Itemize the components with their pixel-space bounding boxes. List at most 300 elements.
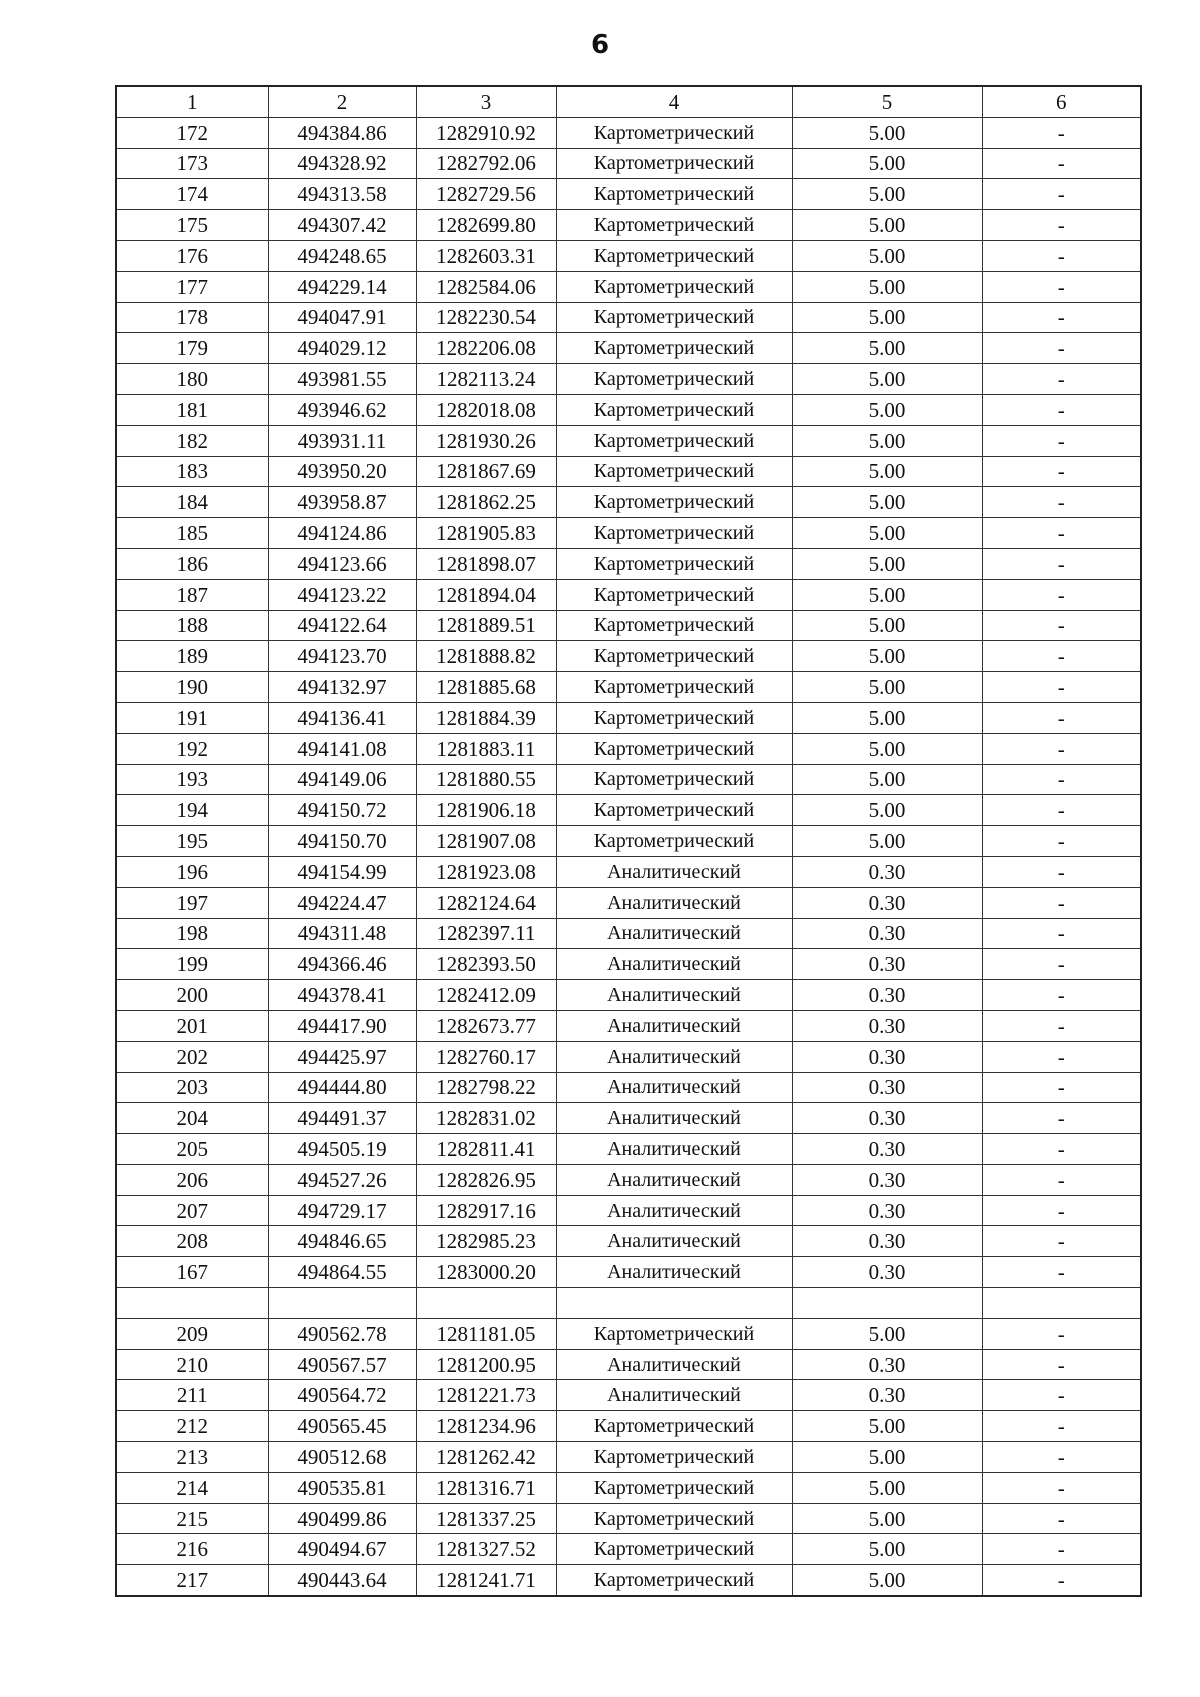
method-cell: Аналитический <box>556 1103 792 1134</box>
point-number-cell: 194 <box>116 795 268 826</box>
point-number-cell: 197 <box>116 887 268 918</box>
point-number-cell: 178 <box>116 302 268 333</box>
y-coordinate-cell: 1282729.56 <box>416 179 556 210</box>
table-row <box>116 456 1141 487</box>
method-cell: Картометрический <box>556 1503 792 1534</box>
table-row <box>116 1534 1141 1565</box>
accuracy-cell: 5.00 <box>792 641 982 672</box>
x-coordinate-cell: 494313.58 <box>268 179 416 210</box>
page-number: 6 <box>590 30 610 60</box>
x-coordinate-cell: 494047.91 <box>268 302 416 333</box>
x-coordinate-cell: 493946.62 <box>268 394 416 425</box>
method-cell: Аналитический <box>556 1072 792 1103</box>
column-header-4: 4 <box>556 86 792 117</box>
note-cell: - <box>982 148 1141 179</box>
point-number-cell: 189 <box>116 641 268 672</box>
x-coordinate-cell: 490499.86 <box>268 1503 416 1534</box>
method-cell: Картометрический <box>556 117 792 148</box>
table-row <box>116 887 1141 918</box>
y-coordinate-cell: 1281316.71 <box>416 1472 556 1503</box>
accuracy-cell: 0.30 <box>792 1195 982 1226</box>
method-cell: Аналитический <box>556 1195 792 1226</box>
method-cell: Картометрический <box>556 364 792 395</box>
x-coordinate-cell: 493958.87 <box>268 487 416 518</box>
accuracy-cell: 0.30 <box>792 1380 982 1411</box>
y-coordinate-cell: 1282673.77 <box>416 1010 556 1041</box>
note-cell: - <box>982 1318 1141 1349</box>
x-coordinate-cell: 494505.19 <box>268 1134 416 1165</box>
method-cell: Картометрический <box>556 456 792 487</box>
point-number-cell: 216 <box>116 1534 268 1565</box>
y-coordinate-cell: 1281884.39 <box>416 702 556 733</box>
x-coordinate-cell: 490564.72 <box>268 1380 416 1411</box>
y-coordinate-cell: 1282584.06 <box>416 271 556 302</box>
x-coordinate-cell: 493931.11 <box>268 425 416 456</box>
x-coordinate-cell: 494123.66 <box>268 548 416 579</box>
coordinates-table <box>115 85 1142 1597</box>
point-number-cell: 204 <box>116 1103 268 1134</box>
method-cell: Аналитический <box>556 1349 792 1380</box>
column-header-2: 2 <box>268 86 416 117</box>
method-cell: Картометрический <box>556 333 792 364</box>
x-coordinate-cell: 494417.90 <box>268 1010 416 1041</box>
point-number-cell: 208 <box>116 1226 268 1257</box>
y-coordinate-cell: 1282397.11 <box>416 918 556 949</box>
method-cell: Картометрический <box>556 733 792 764</box>
method-cell: Аналитический <box>556 1010 792 1041</box>
accuracy-cell: 0.30 <box>792 1010 982 1041</box>
point-number-cell: 175 <box>116 210 268 241</box>
accuracy-cell: 5.00 <box>792 826 982 857</box>
point-number-cell: 217 <box>116 1565 268 1596</box>
y-coordinate-cell: 1282113.24 <box>416 364 556 395</box>
note-cell <box>982 1288 1141 1319</box>
y-coordinate-cell: 1281262.42 <box>416 1442 556 1473</box>
table-row <box>116 1442 1141 1473</box>
table-row <box>116 980 1141 1011</box>
point-number-cell: 183 <box>116 456 268 487</box>
accuracy-cell: 5.00 <box>792 179 982 210</box>
y-coordinate-cell: 1282831.02 <box>416 1103 556 1134</box>
accuracy-cell: 5.00 <box>792 1472 982 1503</box>
y-coordinate-cell: 1281862.25 <box>416 487 556 518</box>
accuracy-cell: 5.00 <box>792 456 982 487</box>
table-row <box>116 826 1141 857</box>
accuracy-cell: 5.00 <box>792 1565 982 1596</box>
accuracy-cell: 0.30 <box>792 1134 982 1165</box>
table-row <box>116 1349 1141 1380</box>
note-cell: - <box>982 918 1141 949</box>
accuracy-cell: 5.00 <box>792 210 982 241</box>
x-coordinate-cell: 490567.57 <box>268 1349 416 1380</box>
y-coordinate-cell: 1282393.50 <box>416 949 556 980</box>
method-cell: Картометрический <box>556 795 792 826</box>
y-coordinate-cell: 1283000.20 <box>416 1257 556 1288</box>
table-row <box>116 518 1141 549</box>
method-cell: Аналитический <box>556 1380 792 1411</box>
table-row <box>116 733 1141 764</box>
accuracy-cell: 5.00 <box>792 271 982 302</box>
method-cell: Аналитический <box>556 980 792 1011</box>
table-row <box>116 1010 1141 1041</box>
y-coordinate-cell: 1281200.95 <box>416 1349 556 1380</box>
method-cell: Картометрический <box>556 302 792 333</box>
accuracy-cell: 0.30 <box>792 1257 982 1288</box>
table-row <box>116 1134 1141 1165</box>
table-row <box>116 1318 1141 1349</box>
table-row <box>116 1041 1141 1072</box>
table-body <box>116 117 1141 1596</box>
note-cell: - <box>982 1134 1141 1165</box>
point-number-cell: 201 <box>116 1010 268 1041</box>
method-cell: Картометрический <box>556 579 792 610</box>
accuracy-cell: 0.30 <box>792 949 982 980</box>
table-row <box>116 1257 1141 1288</box>
x-coordinate-cell: 494864.55 <box>268 1257 416 1288</box>
point-number-cell: 180 <box>116 364 268 395</box>
y-coordinate-cell: 1281327.52 <box>416 1534 556 1565</box>
x-coordinate-cell: 490443.64 <box>268 1565 416 1596</box>
y-coordinate-cell: 1282917.16 <box>416 1195 556 1226</box>
method-cell: Картометрический <box>556 1411 792 1442</box>
note-cell: - <box>982 1380 1141 1411</box>
x-coordinate-cell: 494491.37 <box>268 1103 416 1134</box>
note-cell: - <box>982 271 1141 302</box>
method-cell: Картометрический <box>556 1565 792 1596</box>
method-cell: Картометрический <box>556 518 792 549</box>
accuracy-cell: 5.00 <box>792 148 982 179</box>
point-number-cell: 184 <box>116 487 268 518</box>
note-cell: - <box>982 949 1141 980</box>
note-cell: - <box>982 826 1141 857</box>
note-cell: - <box>982 364 1141 395</box>
y-coordinate-cell: 1282811.41 <box>416 1134 556 1165</box>
table-row <box>116 148 1141 179</box>
point-number-cell: 172 <box>116 117 268 148</box>
table-row <box>116 641 1141 672</box>
y-coordinate-cell: 1282230.54 <box>416 302 556 333</box>
accuracy-cell: 5.00 <box>792 333 982 364</box>
table-row <box>116 487 1141 518</box>
accuracy-cell: 5.00 <box>792 240 982 271</box>
method-cell: Аналитический <box>556 1226 792 1257</box>
point-number-cell: 200 <box>116 980 268 1011</box>
y-coordinate-cell: 1281906.18 <box>416 795 556 826</box>
note-cell: - <box>982 179 1141 210</box>
table-row <box>116 949 1141 980</box>
table-row <box>116 579 1141 610</box>
point-number-cell: 188 <box>116 610 268 641</box>
note-cell: - <box>982 764 1141 795</box>
x-coordinate-cell: 494229.14 <box>268 271 416 302</box>
accuracy-cell: 0.30 <box>792 980 982 1011</box>
y-coordinate-cell: 1281181.05 <box>416 1318 556 1349</box>
note-cell: - <box>982 1226 1141 1257</box>
accuracy-cell: 0.30 <box>792 1041 982 1072</box>
accuracy-cell: 0.30 <box>792 887 982 918</box>
y-coordinate-cell: 1281923.08 <box>416 856 556 887</box>
y-coordinate-cell: 1281883.11 <box>416 733 556 764</box>
point-number-cell: 195 <box>116 826 268 857</box>
x-coordinate-cell: 494307.42 <box>268 210 416 241</box>
x-coordinate-cell: 494123.22 <box>268 579 416 610</box>
table-row <box>116 1072 1141 1103</box>
accuracy-cell: 5.00 <box>792 764 982 795</box>
point-number-cell: 211 <box>116 1380 268 1411</box>
table-row <box>116 1411 1141 1442</box>
method-cell: Картометрический <box>556 394 792 425</box>
note-cell: - <box>982 672 1141 703</box>
y-coordinate-cell: 1281885.68 <box>416 672 556 703</box>
point-number-cell: 203 <box>116 1072 268 1103</box>
table-row <box>116 764 1141 795</box>
y-coordinate-cell: 1281241.71 <box>416 1565 556 1596</box>
x-coordinate-cell: 494029.12 <box>268 333 416 364</box>
table-row <box>116 918 1141 949</box>
note-cell: - <box>982 702 1141 733</box>
method-cell: Картометрический <box>556 826 792 857</box>
method-cell: Картометрический <box>556 764 792 795</box>
table-row <box>116 1503 1141 1534</box>
method-cell: Аналитический <box>556 1164 792 1195</box>
accuracy-cell: 5.00 <box>792 394 982 425</box>
note-cell: - <box>982 1534 1141 1565</box>
note-cell: - <box>982 795 1141 826</box>
accuracy-cell: 5.00 <box>792 610 982 641</box>
point-number-cell <box>116 1288 268 1319</box>
y-coordinate-cell: 1282124.64 <box>416 887 556 918</box>
x-coordinate-cell: 494425.97 <box>268 1041 416 1072</box>
accuracy-cell: 5.00 <box>792 795 982 826</box>
table-row <box>116 1380 1141 1411</box>
table-row <box>116 302 1141 333</box>
table-row <box>116 856 1141 887</box>
method-cell: Аналитический <box>556 949 792 980</box>
point-number-cell: 206 <box>116 1164 268 1195</box>
x-coordinate-cell: 494124.86 <box>268 518 416 549</box>
point-number-cell: 179 <box>116 333 268 364</box>
y-coordinate-cell <box>416 1288 556 1319</box>
point-number-cell: 181 <box>116 394 268 425</box>
method-cell: Картометрический <box>556 210 792 241</box>
accuracy-cell: 5.00 <box>792 1411 982 1442</box>
note-cell: - <box>982 456 1141 487</box>
x-coordinate-cell: 494527.26 <box>268 1164 416 1195</box>
y-coordinate-cell: 1281905.83 <box>416 518 556 549</box>
y-coordinate-cell: 1281898.07 <box>416 548 556 579</box>
column-header-3: 3 <box>416 86 556 117</box>
accuracy-cell: 0.30 <box>792 918 982 949</box>
x-coordinate-cell: 490494.67 <box>268 1534 416 1565</box>
x-coordinate-cell: 490512.68 <box>268 1442 416 1473</box>
accuracy-cell: 0.30 <box>792 856 982 887</box>
point-number-cell: 198 <box>116 918 268 949</box>
x-coordinate-cell <box>268 1288 416 1319</box>
table-row <box>116 610 1141 641</box>
column-header-6: 6 <box>982 86 1141 117</box>
y-coordinate-cell: 1281867.69 <box>416 456 556 487</box>
x-coordinate-cell: 494378.41 <box>268 980 416 1011</box>
note-cell: - <box>982 610 1141 641</box>
table-row <box>116 425 1141 456</box>
point-number-cell: 174 <box>116 179 268 210</box>
y-coordinate-cell: 1281930.26 <box>416 425 556 456</box>
accuracy-cell: 0.30 <box>792 1072 982 1103</box>
y-coordinate-cell: 1281880.55 <box>416 764 556 795</box>
point-number-cell: 191 <box>116 702 268 733</box>
note-cell: - <box>982 425 1141 456</box>
note-cell: - <box>982 856 1141 887</box>
y-coordinate-cell: 1282206.08 <box>416 333 556 364</box>
point-number-cell: 177 <box>116 271 268 302</box>
method-cell: Картометрический <box>556 672 792 703</box>
point-number-cell: 193 <box>116 764 268 795</box>
point-number-cell: 192 <box>116 733 268 764</box>
note-cell: - <box>982 487 1141 518</box>
accuracy-cell: 5.00 <box>792 518 982 549</box>
accuracy-cell: 5.00 <box>792 548 982 579</box>
x-coordinate-cell: 494122.64 <box>268 610 416 641</box>
note-cell: - <box>982 333 1141 364</box>
table-row <box>116 271 1141 302</box>
method-cell: Картометрический <box>556 179 792 210</box>
accuracy-cell: 5.00 <box>792 733 982 764</box>
x-coordinate-cell: 493950.20 <box>268 456 416 487</box>
accuracy-cell: 5.00 <box>792 1318 982 1349</box>
table-row <box>116 795 1141 826</box>
point-number-cell: 182 <box>116 425 268 456</box>
point-number-cell: 209 <box>116 1318 268 1349</box>
x-coordinate-cell: 494150.70 <box>268 826 416 857</box>
accuracy-cell <box>792 1288 982 1319</box>
method-cell: Аналитический <box>556 1134 792 1165</box>
x-coordinate-cell: 490535.81 <box>268 1472 416 1503</box>
accuracy-cell: 5.00 <box>792 302 982 333</box>
point-number-cell: 212 <box>116 1411 268 1442</box>
x-coordinate-cell: 494729.17 <box>268 1195 416 1226</box>
note-cell: - <box>982 641 1141 672</box>
method-cell: Аналитический <box>556 856 792 887</box>
point-number-cell: 207 <box>116 1195 268 1226</box>
table-row <box>116 548 1141 579</box>
x-coordinate-cell: 494154.99 <box>268 856 416 887</box>
note-cell: - <box>982 887 1141 918</box>
table-row <box>116 364 1141 395</box>
table-row <box>116 117 1141 148</box>
note-cell: - <box>982 1565 1141 1596</box>
accuracy-cell: 5.00 <box>792 579 982 610</box>
note-cell: - <box>982 1164 1141 1195</box>
accuracy-cell: 5.00 <box>792 1503 982 1534</box>
note-cell: - <box>982 1411 1141 1442</box>
method-cell: Картометрический <box>556 1442 792 1473</box>
x-coordinate-cell: 494150.72 <box>268 795 416 826</box>
table-row <box>116 210 1141 241</box>
accuracy-cell: 0.30 <box>792 1103 982 1134</box>
method-cell: Аналитический <box>556 1257 792 1288</box>
point-number-cell: 190 <box>116 672 268 703</box>
accuracy-cell: 0.30 <box>792 1349 982 1380</box>
note-cell: - <box>982 1041 1141 1072</box>
accuracy-cell: 5.00 <box>792 364 982 395</box>
note-cell: - <box>982 733 1141 764</box>
x-coordinate-cell: 494384.86 <box>268 117 416 148</box>
point-number-cell: 215 <box>116 1503 268 1534</box>
table-row <box>116 179 1141 210</box>
column-header-1: 1 <box>116 86 268 117</box>
table-row <box>116 333 1141 364</box>
method-cell: Аналитический <box>556 1041 792 1072</box>
accuracy-cell: 5.00 <box>792 1534 982 1565</box>
note-cell: - <box>982 548 1141 579</box>
method-cell: Картометрический <box>556 487 792 518</box>
method-cell: Картометрический <box>556 610 792 641</box>
x-coordinate-cell: 494149.06 <box>268 764 416 795</box>
x-coordinate-cell: 490565.45 <box>268 1411 416 1442</box>
point-number-cell: 210 <box>116 1349 268 1380</box>
note-cell: - <box>982 117 1141 148</box>
note-cell: - <box>982 302 1141 333</box>
accuracy-cell: 5.00 <box>792 702 982 733</box>
note-cell: - <box>982 980 1141 1011</box>
y-coordinate-cell: 1281234.96 <box>416 1411 556 1442</box>
y-coordinate-cell: 1281894.04 <box>416 579 556 610</box>
method-cell: Аналитический <box>556 918 792 949</box>
method-cell: Картометрический <box>556 1534 792 1565</box>
point-number-cell: 186 <box>116 548 268 579</box>
x-coordinate-cell: 494224.47 <box>268 887 416 918</box>
point-number-cell: 214 <box>116 1472 268 1503</box>
point-number-cell: 167 <box>116 1257 268 1288</box>
table-row <box>116 1288 1141 1319</box>
note-cell: - <box>982 1503 1141 1534</box>
point-number-cell: 199 <box>116 949 268 980</box>
accuracy-cell: 0.30 <box>792 1164 982 1195</box>
table-row <box>116 672 1141 703</box>
y-coordinate-cell: 1282603.31 <box>416 240 556 271</box>
method-cell: Картометрический <box>556 240 792 271</box>
method-cell: Картометрический <box>556 641 792 672</box>
note-cell: - <box>982 579 1141 610</box>
x-coordinate-cell: 494311.48 <box>268 918 416 949</box>
x-coordinate-cell: 493981.55 <box>268 364 416 395</box>
note-cell: - <box>982 240 1141 271</box>
table-row <box>116 394 1141 425</box>
accuracy-cell: 5.00 <box>792 117 982 148</box>
point-number-cell: 205 <box>116 1134 268 1165</box>
point-number-cell: 196 <box>116 856 268 887</box>
point-number-cell: 202 <box>116 1041 268 1072</box>
x-coordinate-cell: 494136.41 <box>268 702 416 733</box>
y-coordinate-cell: 1281888.82 <box>416 641 556 672</box>
y-coordinate-cell: 1281907.08 <box>416 826 556 857</box>
x-coordinate-cell: 494846.65 <box>268 1226 416 1257</box>
point-number-cell: 173 <box>116 148 268 179</box>
x-coordinate-cell: 494123.70 <box>268 641 416 672</box>
note-cell: - <box>982 1257 1141 1288</box>
y-coordinate-cell: 1281337.25 <box>416 1503 556 1534</box>
note-cell: - <box>982 1442 1141 1473</box>
note-cell: - <box>982 1072 1141 1103</box>
point-number-cell: 185 <box>116 518 268 549</box>
note-cell: - <box>982 518 1141 549</box>
table-row <box>116 1103 1141 1134</box>
y-coordinate-cell: 1282699.80 <box>416 210 556 241</box>
method-cell: Картометрический <box>556 271 792 302</box>
y-coordinate-cell: 1282985.23 <box>416 1226 556 1257</box>
x-coordinate-cell: 494248.65 <box>268 240 416 271</box>
x-coordinate-cell: 494366.46 <box>268 949 416 980</box>
